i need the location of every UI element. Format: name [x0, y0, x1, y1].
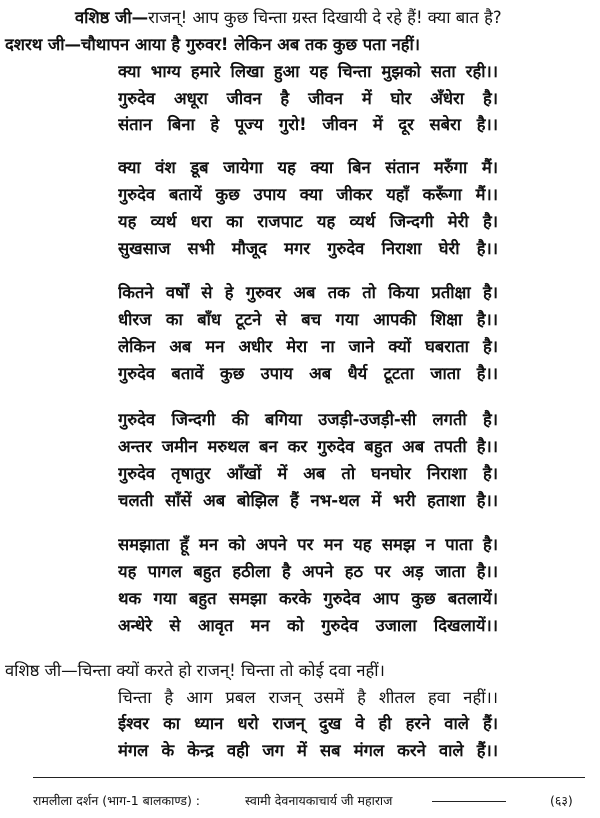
verse-line: गुरुदेव अधूरा जीवन है जीवन में घोर अँधेरा है।	[118, 89, 498, 108]
verse-line: संतान बिना हे पूज्य गुरो! जीवन में दूर सबेरा है।।	[118, 115, 498, 134]
verse-line: गुरुदेव बतायें कुछ उपाय क्या जीकर यहाँ करूँगा मैं।।	[118, 185, 498, 204]
verse-line: क्या भाग्य हमारे लिखा हुआ यह चिन्ता मुझको सता रही।।	[118, 62, 498, 81]
verse-line: लेकिन अब मन अधीर मेरा ना जाने क्यों घबराता है।	[118, 337, 498, 356]
dialogue-text: चिन्ता क्यों करते हो राजन्! चिन्ता तो कोई दवा नहीं।	[77, 661, 385, 680]
verse-line: मंगल के केन्द्र वही जग में सब मंगल करने वाले हैं।।	[118, 741, 498, 760]
speaker-name: दशरथ जी—	[5, 35, 82, 54]
verse-line: यह व्यर्थ धरा का राजपाट यह व्यर्थ जिन्दगी मेरी है।	[118, 212, 498, 231]
speaker-name: वशिष्ठ जी—	[5, 661, 78, 680]
verse-line: चिन्ता है आग प्रबल राजन् उसमें है शीतल हवा नहीं।।	[118, 688, 498, 707]
verse-line: यह पागल बहुत हठीला है अपने हठ पर अड़ जाता है।।	[118, 562, 498, 581]
verse-line: धीरज का बाँध टूटने से बच गया आपकी शिक्षा है।।	[118, 310, 498, 329]
verse-line: गुरुदेव बतावें कुछ उपाय अब धैर्य टूटता जाता है।।	[118, 364, 498, 383]
verse-line: कितने वर्षों से हे गुरुवर अब तक तो किया प्रतीक्षा है।	[118, 283, 498, 302]
verse-line: समझाता हूँ मन को अपने पर मन यह समझ न पाता है।	[118, 535, 498, 554]
footer-dash	[432, 801, 506, 802]
verse-line: अन्तर जमीन मरुथल बन कर गुरुदेव बहुत अब तपती है।।	[118, 437, 498, 456]
verse-line: सुखसाज सभी मौजूद मगर गुरुदेव निराशा घेरी है।।	[118, 239, 498, 258]
dialogue-text: राजन्! आप कुछ चिन्ता ग्रस्त दिखायी दे रहे हैं! क्या बात है?	[148, 8, 502, 27]
verse-line: क्या वंश डूब जायेगा यह क्या बिन संतान मरुँगा मैं।	[118, 158, 498, 177]
verse-line: गुरुदेव तृषातुर आँखों में अब तो घनघोर निराशा है।	[118, 464, 498, 483]
footer-book-title: रामलीला दर्शन (भाग-1 बालकाण्ड) :	[33, 793, 201, 808]
verse-line: ईश्वर का ध्यान धरो राजन् दुख वे ही हरने वाले हैं।	[118, 714, 498, 733]
dialogue-line-vashishtha-1	[75, 7, 502, 29]
speaker-name: वशिष्ठ जी—	[75, 8, 149, 27]
verse-line: गुरुदेव जिन्दगी की बगिया उजड़ी-उजड़ी-सी लगती है।	[118, 410, 498, 429]
dialogue-line-dasharath	[5, 34, 420, 56]
verse-line: थक गया बहुत समझा करके गुरुदेव आप कुछ बतलायें।	[118, 589, 498, 608]
footer-divider	[33, 777, 585, 778]
footer-author: स्वामी देवनायकाचार्य जी महाराज	[245, 793, 393, 808]
dialogue-text: चौथापन आया है गुरुवर! लेकिन अब तक कुछ पता नहीं।	[81, 35, 421, 54]
page-number: (६३)	[550, 793, 573, 808]
dialogue-line-vashishtha-2	[5, 660, 385, 682]
verse-line: चलती साँसें अब बोझिल हैं नभ-थल में भरी हताशा है।।	[118, 491, 498, 510]
verse-line: अन्धेरे से आवृत मन को गुरुदेव उजाला दिखलायें।।	[118, 616, 498, 635]
